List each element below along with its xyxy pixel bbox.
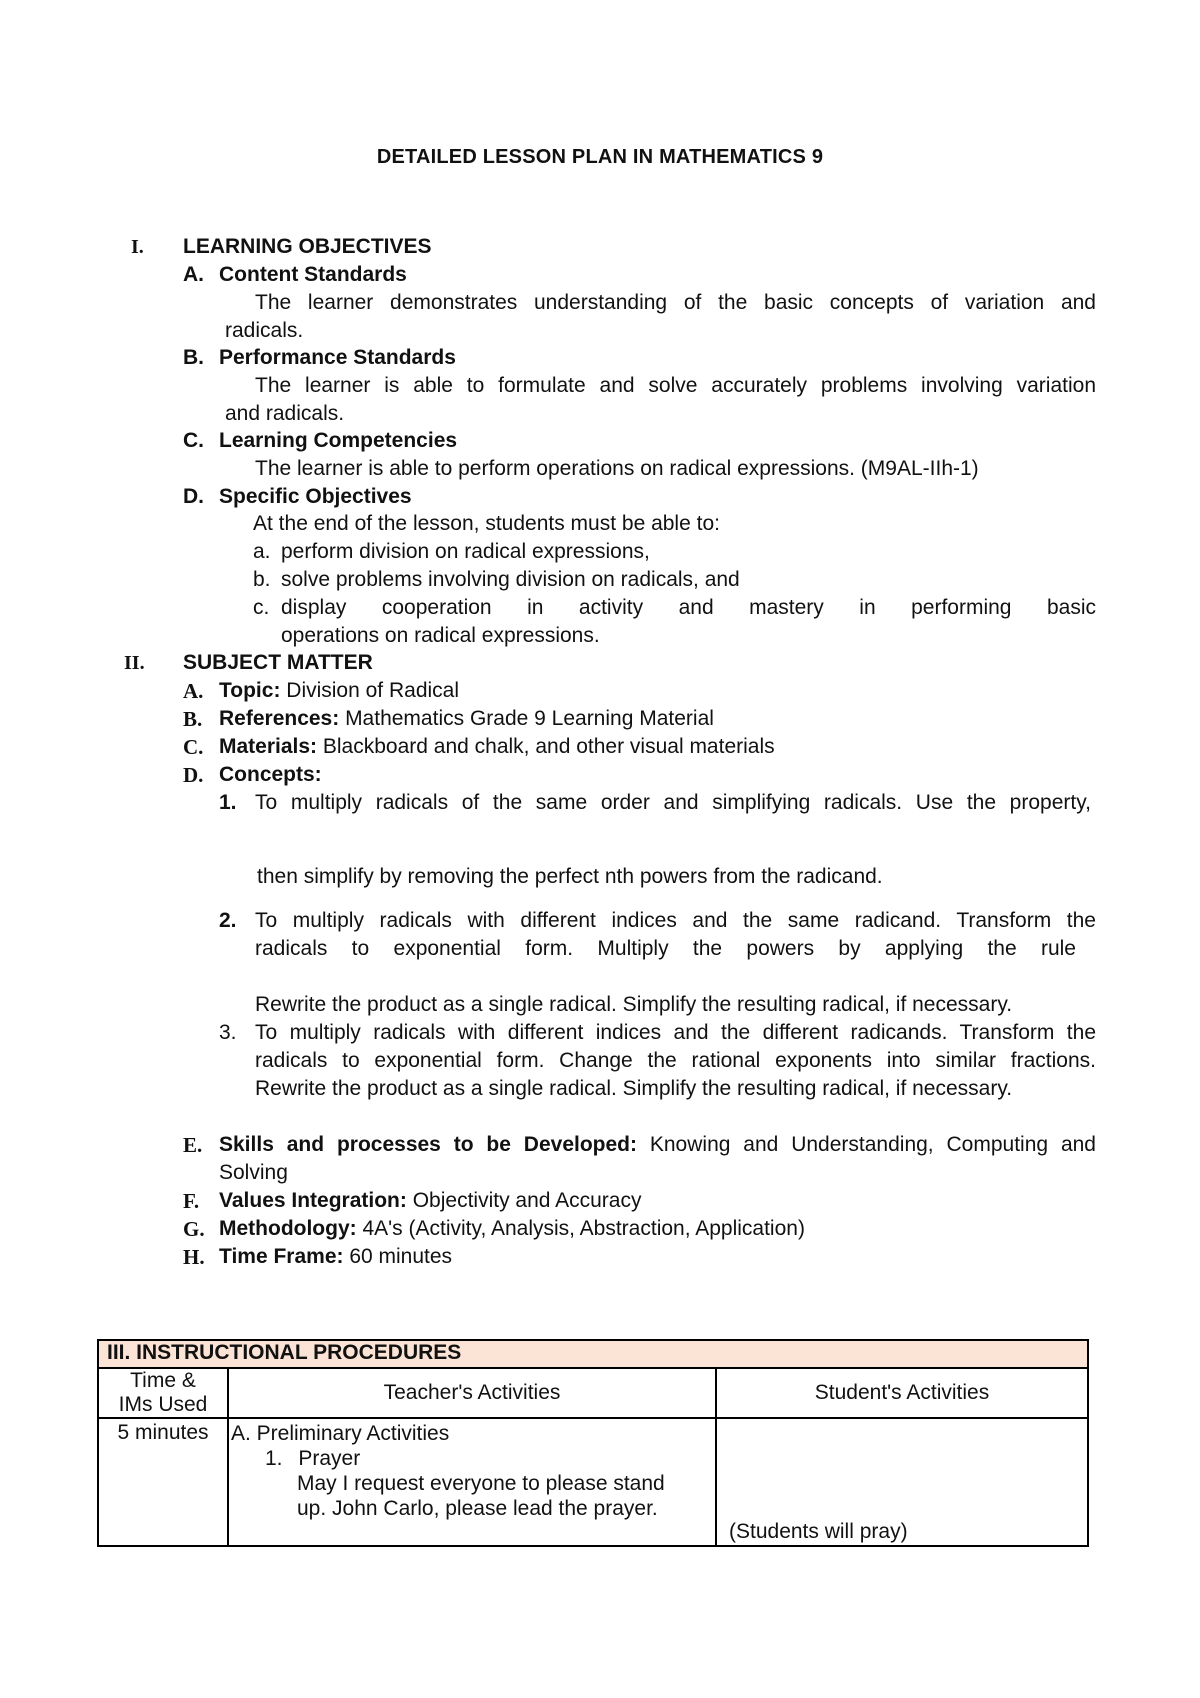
- concept-marker: 3.: [219, 1021, 237, 1044]
- time-header-line2: IMs Used: [118, 1393, 208, 1416]
- procedures-heading: III. INSTRUCTIONAL PROCEDURES: [98, 1340, 1088, 1368]
- section-2-heading: SUBJECT MATTER: [183, 651, 373, 674]
- item-c-letter: C.: [183, 429, 204, 452]
- methodology-line: [219, 1217, 805, 1241]
- content-standards-heading: Content Standards: [219, 263, 407, 286]
- concept-text-cont: then simplify by removing the perfect nth powers from the radicand.: [257, 865, 883, 888]
- item-b-letter: B.: [183, 707, 203, 731]
- objective-marker: c.: [253, 596, 270, 619]
- objective-text: display cooperation in activity and mastery in performing basic: [281, 596, 1096, 619]
- item-a-letter: A.: [183, 679, 204, 703]
- time-frame-label: Time Frame:: [219, 1245, 344, 1268]
- performance-standards-text-cont: and radicals.: [225, 402, 345, 425]
- concepts-label: Concepts:: [219, 763, 322, 786]
- methodology-label: Methodology:: [219, 1217, 357, 1240]
- skills-label: Skills and processes to be Developed:: [219, 1133, 637, 1156]
- prayer-instruction-cont: up. John Carlo, please lead the prayer.: [297, 1497, 658, 1520]
- preliminary-activities-title: A. Preliminary Activities: [231, 1422, 450, 1445]
- prayer-marker: 1.: [265, 1447, 283, 1470]
- materials-value: Blackboard and chalk, and other visual materials: [317, 735, 775, 758]
- topic-line: [219, 679, 459, 703]
- item-e-letter: E.: [183, 1133, 203, 1157]
- time-cell: 5 minutes: [98, 1418, 228, 1546]
- teacher-activities-cell: [228, 1418, 716, 1546]
- objective-text: solve problems involving division on radicals, and: [281, 568, 740, 591]
- concept-text-cont: Rewrite the product as a single radical. Simplify the resulting radical, if necessary.: [255, 1077, 1013, 1100]
- values-line: [219, 1189, 641, 1213]
- content-standards-text-cont: radicals.: [225, 319, 304, 342]
- time-column-header: [98, 1368, 228, 1418]
- page-title: DETAILED LESSON PLAN IN MATHEMATICS 9: [376, 146, 824, 168]
- objective-marker: a.: [253, 540, 271, 563]
- references-line: [219, 707, 714, 731]
- section-2-numeral: II.: [124, 652, 145, 674]
- item-d-letter: D.: [183, 763, 204, 787]
- skills-value-cont: Solving: [219, 1161, 288, 1184]
- concept-text: To multiply radicals with different indices and the different radicands. Transform the: [255, 1021, 1096, 1044]
- objective-text: perform division on radical expressions,: [281, 540, 650, 563]
- performance-standards-heading: Performance Standards: [219, 346, 456, 369]
- specific-objectives-intro: At the end of the lesson, students must be able to:: [253, 512, 720, 535]
- time-header-line1: Time &: [130, 1369, 196, 1392]
- values-label: Values Integration:: [219, 1189, 407, 1212]
- objective-marker: b.: [253, 568, 271, 591]
- topic-label: Topic:: [219, 679, 281, 702]
- procedures-table: [97, 1339, 1089, 1547]
- specific-objectives-heading: Specific Objectives: [219, 485, 412, 508]
- item-g-letter: G.: [183, 1217, 205, 1241]
- materials-label: Materials:: [219, 735, 318, 758]
- time-frame-value: 60 minutes: [343, 1245, 453, 1268]
- prayer-item: [231, 1446, 715, 1471]
- content-standards-text: The learner demonstrates understanding of the basic concepts of variation and: [255, 291, 1096, 314]
- prayer-label: Prayer: [298, 1447, 361, 1470]
- methodology-value: 4A's (Activity, Analysis, Abstraction, Application): [356, 1217, 805, 1240]
- item-f-letter: F.: [183, 1189, 200, 1213]
- teacher-column-header: Teacher's Activities: [228, 1368, 716, 1418]
- objective-text-cont: operations on radical expressions.: [281, 624, 600, 647]
- item-h-letter: H.: [183, 1245, 205, 1269]
- concept-marker: 2.: [219, 909, 237, 932]
- prayer-instruction: May I request everyone to please stand: [297, 1472, 665, 1495]
- concept-text: To multiply radicals with different indices and the same radicand. Transform the: [255, 909, 1096, 932]
- values-value: Objectivity and Accuracy: [406, 1189, 642, 1212]
- topic-value: Division of Radical: [280, 679, 460, 702]
- materials-line: [219, 735, 775, 759]
- section-1-heading: LEARNING OBJECTIVES: [183, 235, 432, 258]
- section-1-numeral: I.: [131, 236, 144, 258]
- references-label: References:: [219, 707, 340, 730]
- skills-value: Knowing and Understanding, Computing and: [637, 1133, 1096, 1156]
- concept-text: To multiply radicals of the same order and simplifying radicals. Use the property,: [255, 791, 1091, 814]
- item-c-letter: C.: [183, 735, 204, 759]
- concept-marker: 1.: [219, 791, 237, 814]
- learning-competencies-text: The learner is able to perform operations on radical expressions. (M9AL-IIh-1): [255, 457, 979, 480]
- student-column-header: Student's Activities: [716, 1368, 1088, 1418]
- performance-standards-text: The learner is able to formulate and solve accurately problems involving variation: [255, 374, 1096, 397]
- references-value: Mathematics Grade 9 Learning Material: [339, 707, 714, 730]
- learning-competencies-heading: Learning Competencies: [219, 429, 458, 452]
- concept-text-cont: Rewrite the product as a single radical. Simplify the resulting radical, if necessary.: [255, 993, 1013, 1016]
- time-frame-line: [219, 1245, 452, 1269]
- concept-text-cont: radicals to exponential form. Change the rational exponents into similar fractions.: [255, 1049, 1096, 1072]
- skills-line: [219, 1133, 1096, 1157]
- item-b-letter: B.: [183, 346, 204, 369]
- item-a-letter: A.: [183, 263, 204, 286]
- concept-text-cont: radicals to exponential form. Multiply the powers by applying the rule: [255, 937, 1076, 960]
- student-activities-cell: (Students will pray): [716, 1418, 1088, 1546]
- item-d-letter: D.: [183, 485, 204, 508]
